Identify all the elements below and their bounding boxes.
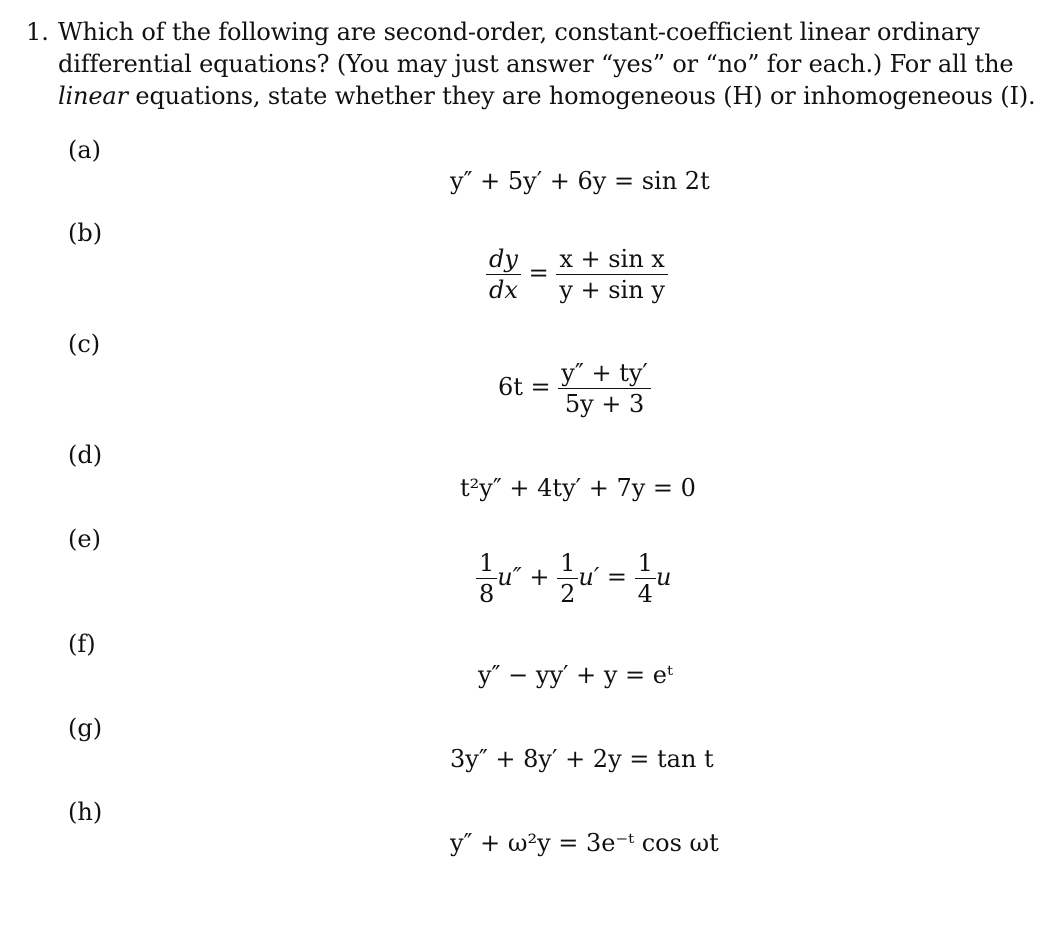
- fraction-numerator: 1: [557, 548, 578, 579]
- fraction-denominator: 8: [479, 580, 495, 608]
- fraction-one-half: [557, 548, 578, 609]
- equation-c-lhs: 6t =: [498, 373, 551, 401]
- equation-c: [498, 358, 651, 419]
- part-label-b: (b): [68, 219, 103, 247]
- statement-line-2: differential equations? (You may just answer “yes” or “no” for each.) For all the: [58, 50, 1014, 78]
- equation-g: 3y″ + 8y′ + 2y = tan t: [450, 745, 714, 773]
- equals-sign: =: [528, 259, 549, 287]
- fraction-dy-dx: [486, 244, 521, 305]
- problem-number: 1.: [26, 18, 49, 46]
- fraction-numerator: 1: [476, 548, 497, 579]
- fraction-denominator: 5y + 3: [564, 390, 645, 418]
- fraction-numerator: x + sin x: [556, 244, 668, 275]
- fraction-denominator: 2: [560, 580, 576, 608]
- part-label-c: (c): [68, 330, 101, 358]
- fraction-denominator: 4: [637, 580, 653, 608]
- part-label-e: (e): [68, 525, 101, 553]
- equation-f: y″ − yy′ + y = eᵗ: [478, 661, 673, 689]
- fraction-rhs-b: [556, 244, 668, 305]
- statement-line-1: Which of the following are second-order, constant-coefficient linear ordinary: [58, 18, 980, 46]
- equation-e-term-3: u: [655, 563, 672, 591]
- fraction-one-eighth: [476, 548, 497, 609]
- fraction-one-quarter: [635, 548, 656, 609]
- statement-line-3-rest: equations, state whether they are homogeneous (H) or inhomogeneous (I).: [127, 82, 1036, 110]
- equation-a: y″ + 5y′ + 6y = sin 2t: [450, 167, 710, 195]
- equation-b: [486, 244, 668, 305]
- statement-line-3: [58, 80, 1036, 112]
- part-label-h: (h): [68, 798, 103, 826]
- equation-d: t²y″ + 4ty′ + 7y = 0: [460, 474, 696, 502]
- part-label-f: (f): [68, 630, 96, 658]
- fraction-denominator: y + sin y: [559, 276, 665, 304]
- part-label-a: (a): [68, 136, 102, 164]
- emphasis-linear: linear: [58, 82, 128, 110]
- part-label-g: (g): [68, 714, 103, 742]
- fraction-denominator: dx: [489, 276, 518, 304]
- equation-e: [476, 548, 671, 609]
- problem-statement: [58, 16, 1036, 112]
- part-label-d: (d): [68, 441, 103, 469]
- equation-e-term-2: u′ =: [578, 563, 628, 591]
- fraction-rhs-c: [558, 358, 651, 419]
- equation-e-term-1: u″ +: [497, 563, 550, 591]
- fraction-numerator: y″ + ty′: [558, 358, 651, 389]
- fraction-numerator: 1: [635, 548, 656, 579]
- fraction-numerator: dy: [486, 244, 521, 275]
- equation-h: y″ + ω²y = 3e⁻ᵗ cos ωt: [450, 829, 719, 857]
